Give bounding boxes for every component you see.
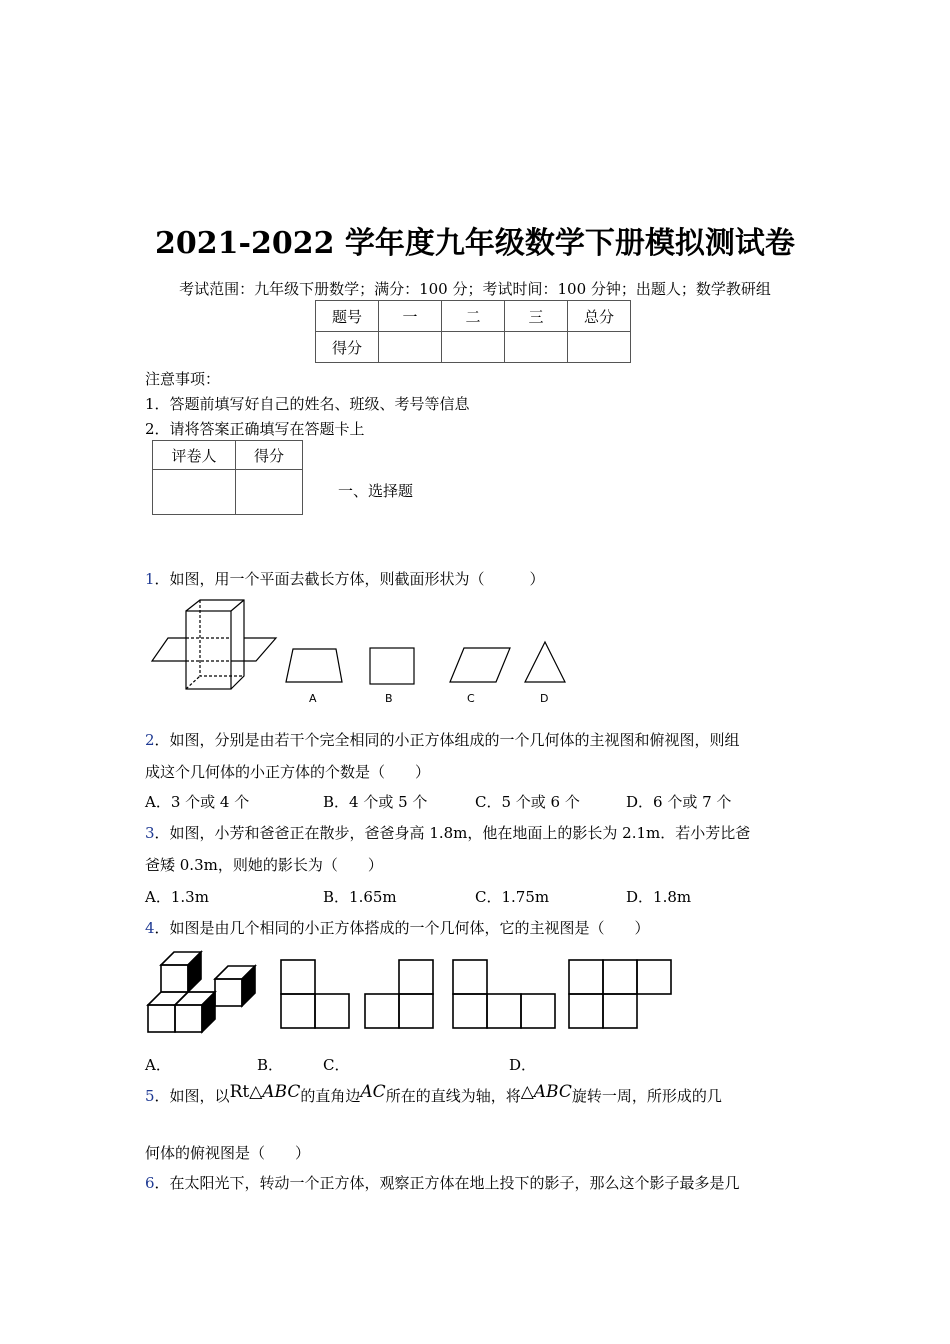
math-rt-triangle: Rt△ <box>229 1082 263 1102</box>
option-d: D． <box>509 1056 537 1074</box>
score-blank-cell <box>442 332 505 363</box>
question-text: ．如图是由几个相同的小正方体搭成的一个几何体，它的主视图是（ ） <box>154 919 650 937</box>
question-4 <box>145 917 650 938</box>
option-d: D．1.8m <box>626 888 692 906</box>
option-b: B．1.65m <box>323 888 397 906</box>
math-abc: ABC <box>533 1082 572 1102</box>
option-c: C．1.75m <box>475 888 550 906</box>
question-text: ．如图，分别是由若干个完全相同的小正方体组成的一个几何体的主视图和俯视图，则组 <box>154 731 740 749</box>
score-header-cell: 一 <box>379 301 442 332</box>
page-title: 2021-2022 学年度九年级数学下册模拟测试卷 <box>155 226 795 261</box>
exam-info: 考试范围：九年级下册数学；满分：100 分；考试时间：100 分钟；出题人；数学教研组 <box>179 280 771 298</box>
option-a: A．3 个或 4 个 <box>145 793 250 811</box>
option-b-square <box>370 648 414 684</box>
question-2-line-2: 成这个几何体的小正方体的个数是（ ） <box>145 763 431 781</box>
question-1 <box>145 568 545 589</box>
question-number: 1 <box>145 570 155 588</box>
question-3-options <box>145 886 691 907</box>
score-table <box>315 300 631 363</box>
q4-figure <box>145 940 675 1040</box>
note-item-1: 1．答题前填写好自己的姓名、班级、考号等信息 <box>145 395 470 413</box>
question-number: 4 <box>145 919 155 937</box>
score-header-cell: 二 <box>442 301 505 332</box>
math-abc: ABC <box>262 1082 301 1102</box>
option-d: D．6 个或 7 个 <box>626 793 732 811</box>
option-a-label: A <box>309 692 317 705</box>
cube-stack-figure <box>148 952 255 1032</box>
question-text: 旋转一周，所形成的几 <box>571 1087 722 1105</box>
note-item-2: 2．请将答案正确填写在答题卡上 <box>145 420 365 438</box>
score-row-label: 得分 <box>316 332 379 363</box>
score-header-cell: 总分 <box>568 301 631 332</box>
question-text: 所在的直线为轴，将 <box>385 1087 521 1105</box>
question-5-line-2: 何体的俯视图是（ ） <box>145 1144 311 1162</box>
q1-figure <box>148 596 588 708</box>
option-c-view <box>453 960 555 1028</box>
question-3-line-2: 爸矮 0.3m，则她的影长为（ ） <box>145 856 383 874</box>
option-d-view <box>569 960 671 1028</box>
grader-header: 评卷人 <box>153 441 236 470</box>
section-heading: 一、选择题 <box>338 482 414 500</box>
notes-heading: 注意事项： <box>145 370 221 388</box>
score-header-cell: 三 <box>505 301 568 332</box>
question-text: ．如图，用一个平面去截长方体，则截面形状为（ ） <box>154 570 545 588</box>
question-text: ．如图，以 <box>154 1087 230 1105</box>
grader-blank-cell <box>236 470 303 515</box>
score-blank-cell <box>505 332 568 363</box>
question-2-options <box>145 791 731 812</box>
option-c: C． <box>323 1056 350 1074</box>
question-number: 5 <box>145 1087 155 1105</box>
question-2-line-1 <box>145 729 740 750</box>
grader-score-header: 得分 <box>236 441 303 470</box>
option-d-label: D <box>540 692 549 705</box>
option-a: A．1.3m <box>145 888 209 906</box>
option-c-label: C <box>467 692 475 705</box>
question-text: ．在太阳光下，转动一个正方体，观察正方体在地上投下的影子，那么这个影子最多是几 <box>154 1174 740 1192</box>
option-b-view <box>365 960 433 1028</box>
option-a: A． <box>145 1056 171 1074</box>
math-triangle: △ <box>520 1082 534 1102</box>
question-number: 2 <box>145 731 155 749</box>
cuboid-with-plane-figure <box>152 600 276 689</box>
option-d-triangle <box>525 642 565 682</box>
option-b: B． <box>257 1056 284 1074</box>
option-b: B．4 个或 5 个 <box>323 793 428 811</box>
question-text: 的直角边 <box>300 1087 361 1105</box>
score-blank-cell <box>568 332 631 363</box>
question-text: ．如图，小芳和爸爸正在散步，爸爸身高 1.8m，他在地面上的影长为 2.1m．若小芳比爸 <box>154 824 751 842</box>
math-ac: AC <box>360 1082 386 1102</box>
option-a-trapezoid <box>286 649 342 682</box>
question-number: 6 <box>145 1174 155 1192</box>
score-blank-cell <box>379 332 442 363</box>
question-3-line-1 <box>145 822 750 843</box>
option-a-view <box>281 960 349 1028</box>
option-c: C．5 个或 6 个 <box>475 793 580 811</box>
grader-blank-cell <box>153 470 236 515</box>
option-c-parallelogram <box>450 648 510 682</box>
question-6 <box>145 1172 740 1193</box>
question-number: 3 <box>145 824 155 842</box>
grader-table <box>152 440 303 515</box>
question-5-line-1 <box>145 1082 722 1106</box>
option-b-label: B <box>385 692 393 705</box>
score-header-cell: 题号 <box>316 301 379 332</box>
